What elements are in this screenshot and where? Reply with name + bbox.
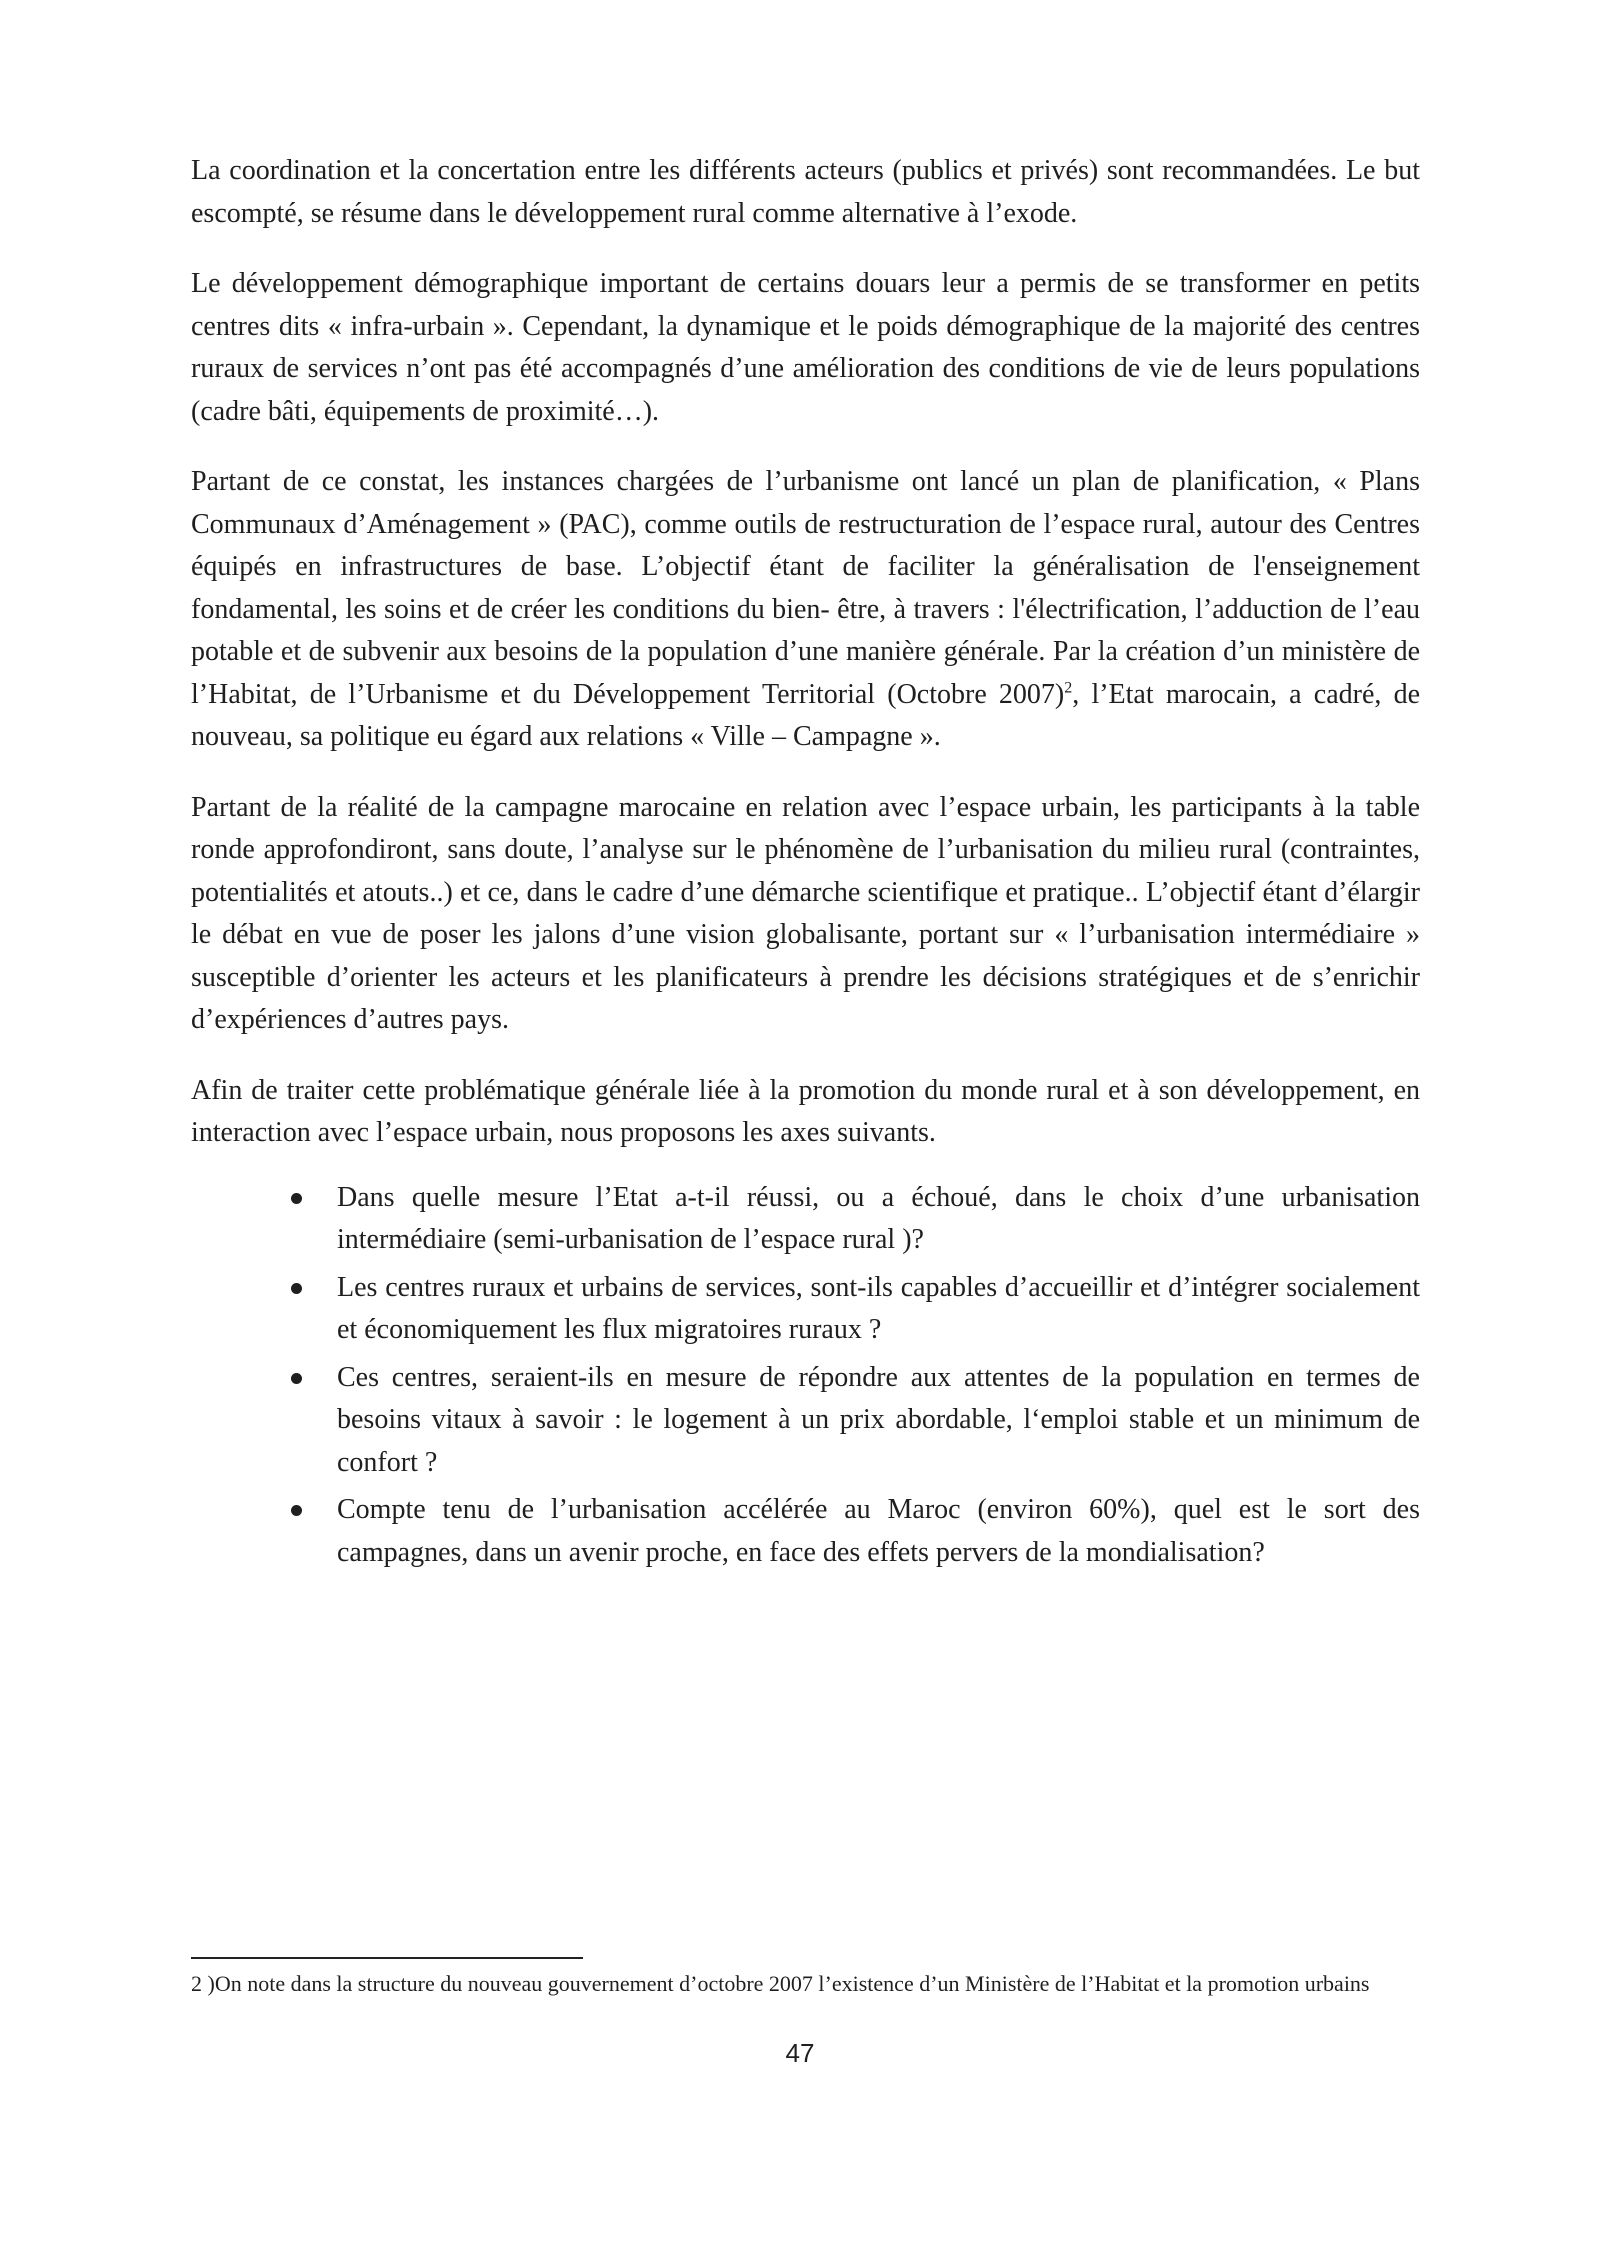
paragraph-coordination: La coordination et la concertation entre les différents acteurs (publics et privés) sont recommandées. Le but escompté, se résume dans le développement rural comme alternative à l’exode. [191, 155, 1420, 229]
bullet-icon [291, 1283, 302, 1294]
footnote-divider [191, 1957, 583, 1959]
bullet-icon [291, 1373, 302, 1384]
list-item-text: Les centres ruraux et urbains de services, sont-ils capables d’accueillir et d’intégrer socialement et économiquement les flux migratoires ruraux ? [337, 1271, 1420, 1345]
paragraph-axes-intro: Afin de traiter cette problématique générale liée à la promotion du monde rural et à son développement, en interaction avec l’espace urbain, nous proposons les axes suivants. [191, 1074, 1420, 1148]
footnote-text: 2 )On note dans la structure du nouveau gouvernement d’octobre 2007 l’existence d’un Ministère de l’Habitat et la promotion urbains [191, 1971, 1370, 1996]
list-item-text: Ces centres, seraient-ils en mesure de répondre aux attentes de la population en termes de besoins vitaux à savoir : le logement à un prix abordable, l‘emploi stable et un minimum de confort ? [337, 1361, 1420, 1478]
paragraph-planning-text: Partant de ce constat, les instances chargées de l’urbanisme ont lancé un plan de planification, « Plans Communaux d’Aménagement » (PAC), comme outils de restructuration de l’espace rural, autour des Centres équipés en infrastructures de base. L’objectif étant de faciliter la généralisation de l'enseignement fondamental, les soins et de créer les conditions du bien- être, à travers : l'électrification, l’adduction de l’eau potable et de subvenir aux besoins de la population d’une manière générale. Par la création d’un ministère de l’Habitat, de l’Urbanisme et du Développement Territorial (Octobre 2007) [191, 466, 1420, 710]
list-item [337, 1177, 1420, 1262]
list-item [337, 1267, 1420, 1352]
bullet-icon [291, 1505, 302, 1516]
paragraph-planning [191, 461, 1420, 759]
paragraph-round-table: Partant de la réalité de la campagne marocaine en relation avec l’espace urbain, les participants à la table ronde approfondiront, sans doute, l’analyse sur le phénomène de l’urbanisation du milieu rural (contraintes, potentialités et atouts..) et ce, dans le cadre d’une démarche scientifique et pratique.. L’objectif étant d’élargir le débat en vue de poser les jalons d’une vision globalisante, portant sur « l’urbanisation intermédiaire » susceptible d’orienter les acteurs et les planificateurs à prendre les décisions stratégiques et de s’enrichir d’expériences d’autres pays. [191, 791, 1420, 1035]
paragraph-planning-continuation: , l’Etat marocain, a cadré, de nouveau, sa politique eu égard aux relations « Ville – Campagne ». [191, 678, 1421, 752]
page-body [191, 150, 1420, 1579]
list-item [337, 1357, 1420, 1485]
list-item-text: Dans quelle mesure l’Etat a-t-il réussi, ou a échoué, dans le choix d’une urbanisation intermédiaire (semi-urbanisation de l’espace rural )? [337, 1181, 1420, 1255]
page-number: 47 [785, 2038, 815, 2068]
bullet-icon [291, 1193, 302, 1204]
axes-list [191, 1177, 1420, 1575]
list-item-text: Compte tenu de l’urbanisation accélérée au Maroc (environ 60%), quel est le sort des campagnes, dans un avenir proche, en face des effets pervers de la mondialisation? [337, 1494, 1420, 1568]
footnote-reference[interactable]: 2 [1064, 679, 1073, 697]
list-item [337, 1489, 1420, 1574]
paragraph-demographic-development: Le développement démographique important de certains douars leur a permis de se transformer en petits centres dits « infra-urbain ». Cependant, la dynamique et le poids démographique de la majorité des centres ruraux de services n’ont pas été accompagnés d’une amélioration des conditions de vie de leurs populations (cadre bâti, équipements de proximité…). [191, 268, 1420, 427]
